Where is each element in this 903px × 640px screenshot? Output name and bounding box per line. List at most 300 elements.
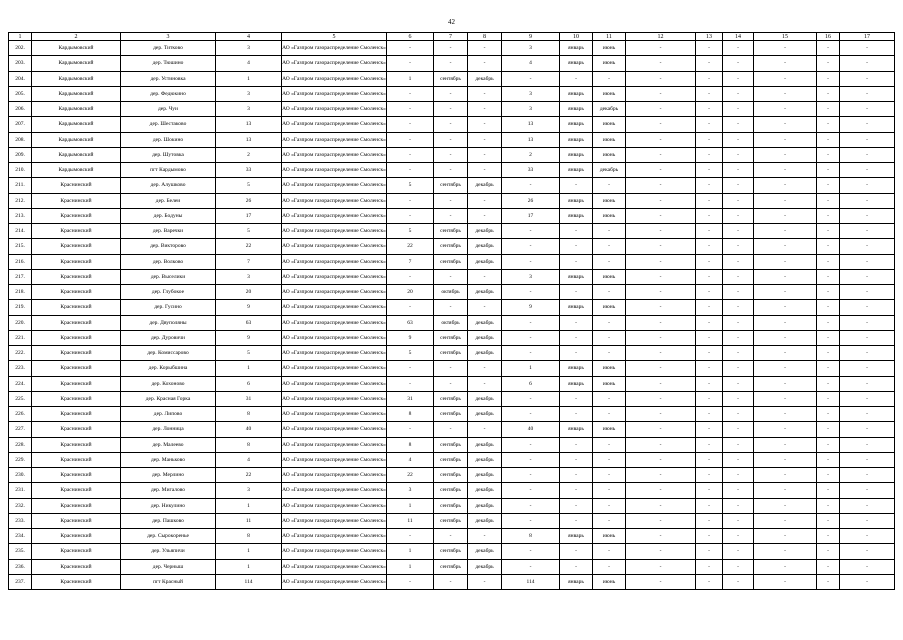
table-cell: дер. Тюшино	[121, 56, 216, 71]
table-cell: -	[593, 544, 626, 559]
table-cell: -	[626, 269, 696, 284]
table-cell: 1	[216, 71, 282, 86]
table-cell: 202.	[9, 41, 32, 56]
table-row	[9, 529, 895, 544]
table-cell: -	[817, 56, 840, 71]
table-cell: 208.	[9, 132, 32, 147]
table-cell: -	[840, 422, 895, 437]
table-cell: -	[560, 437, 593, 452]
column-number-4: 4	[216, 33, 282, 41]
table-cell: дер. Белеи	[121, 193, 216, 208]
table-cell: АО «Газпром газораспределение Смоленск»	[282, 86, 387, 101]
table-cell: -	[696, 102, 723, 117]
table-row	[9, 239, 895, 254]
table-cell: дер. Гусино	[121, 300, 216, 315]
table-cell: -	[817, 132, 840, 147]
table-cell: -	[723, 407, 754, 422]
table-cell: -	[502, 391, 560, 406]
table-cell: АО «Газпром газораспределение Смоленск»	[282, 285, 387, 300]
table-cell: АО «Газпром газораспределение Смоленск»	[282, 407, 387, 422]
table-cell: сентябрь	[434, 391, 468, 406]
table-cell: январь	[560, 422, 593, 437]
table-cell: Кардымовский	[32, 163, 121, 178]
table-cell: дер. Черныш	[121, 559, 216, 574]
table-cell: январь	[560, 376, 593, 391]
table-cell: 1	[216, 498, 282, 513]
table-cell: 13	[216, 117, 282, 132]
table-cell: дер. Мигалово	[121, 483, 216, 498]
table-cell: -	[840, 544, 895, 559]
table-cell: АО «Газпром газораспределение Смоленск»	[282, 559, 387, 574]
table-row	[9, 330, 895, 345]
table-cell: АО «Газпром газораспределение Смоленск»	[282, 117, 387, 132]
table-cell: АО «Газпром газораспределение Смоленск»	[282, 254, 387, 269]
table-cell: -	[840, 574, 895, 589]
table-cell: -	[754, 376, 817, 391]
table-cell: пгт Кардымово	[121, 163, 216, 178]
table-cell: -	[626, 117, 696, 132]
table-cell: Краснинский	[32, 391, 121, 406]
table-cell: Краснинский	[32, 544, 121, 559]
table-cell: 26	[502, 193, 560, 208]
table-cell: -	[502, 315, 560, 330]
table-cell: 2	[502, 147, 560, 162]
table-cell: -	[626, 147, 696, 162]
table-cell: -	[840, 102, 895, 117]
table-cell: июнь	[593, 269, 626, 284]
table-cell: сентябрь	[434, 544, 468, 559]
table-cell: 232.	[9, 498, 32, 513]
table-cell: -	[387, 41, 434, 56]
table-cell: декабрь	[468, 544, 502, 559]
table-cell: -	[468, 132, 502, 147]
table-cell: 222.	[9, 346, 32, 361]
table-cell: дер. Волково	[121, 254, 216, 269]
table-cell: -	[696, 239, 723, 254]
table-cell: 11	[216, 513, 282, 528]
column-number-12: 12	[626, 33, 696, 41]
table-cell: -	[468, 269, 502, 284]
table-cell: -	[754, 254, 817, 269]
table-cell: -	[560, 254, 593, 269]
table-cell: 31	[216, 391, 282, 406]
table-cell: -	[817, 361, 840, 376]
table-cell: 225.	[9, 391, 32, 406]
table-cell: дер. Варечки	[121, 224, 216, 239]
table-cell: -	[626, 102, 696, 117]
table-row	[9, 498, 895, 513]
table-row	[9, 483, 895, 498]
table-cell: сентябрь	[434, 71, 468, 86]
table-cell: -	[560, 285, 593, 300]
table-cell: 1	[387, 71, 434, 86]
table-cell: -	[817, 41, 840, 56]
table-cell: декабрь	[468, 407, 502, 422]
table-cell: АО «Газпром газораспределение Смоленск»	[282, 71, 387, 86]
table-cell: -	[817, 285, 840, 300]
column-number-10: 10	[560, 33, 593, 41]
table-cell: 9	[216, 300, 282, 315]
table-cell: -	[434, 269, 468, 284]
table-cell: 5	[387, 346, 434, 361]
column-number-11: 11	[593, 33, 626, 41]
table-cell: январь	[560, 102, 593, 117]
table-cell: -	[840, 224, 895, 239]
table-cell: -	[840, 452, 895, 467]
table-cell: -	[434, 376, 468, 391]
table-row	[9, 544, 895, 559]
table-cell: дер. Малеево	[121, 437, 216, 452]
table-cell: -	[817, 86, 840, 101]
table-cell: июнь	[593, 117, 626, 132]
table-cell: сентябрь	[434, 483, 468, 498]
table-row	[9, 437, 895, 452]
table-cell: АО «Газпром газораспределение Смоленск»	[282, 468, 387, 483]
table-cell: декабрь	[468, 330, 502, 345]
table-cell: -	[696, 574, 723, 589]
table-cell: 214.	[9, 224, 32, 239]
table-cell: Краснинский	[32, 208, 121, 223]
table-cell: январь	[560, 86, 593, 101]
table-cell: 9	[387, 330, 434, 345]
table-cell: декабрь	[468, 315, 502, 330]
table-cell: -	[840, 315, 895, 330]
table-cell: -	[723, 498, 754, 513]
table-cell: -	[468, 56, 502, 71]
table-cell: -	[560, 315, 593, 330]
table-row	[9, 86, 895, 101]
table-cell: 4	[216, 452, 282, 467]
table-cell: -	[840, 330, 895, 345]
table-cell: 1	[502, 361, 560, 376]
table-cell: 8	[216, 437, 282, 452]
table-cell: -	[560, 452, 593, 467]
table-cell: 22	[387, 468, 434, 483]
table-cell: 4	[387, 452, 434, 467]
table-cell: АО «Газпром газораспределение Смоленск»	[282, 330, 387, 345]
table-cell: 3	[216, 269, 282, 284]
table-cell: -	[723, 178, 754, 193]
table-cell: 228.	[9, 437, 32, 452]
table-cell: 206.	[9, 102, 32, 117]
table-cell: -	[387, 422, 434, 437]
table-cell: -	[754, 529, 817, 544]
table-cell: -	[502, 407, 560, 422]
table-cell: -	[593, 224, 626, 239]
table-cell: 236.	[9, 559, 32, 574]
table-cell: -	[840, 193, 895, 208]
table-cell: -	[840, 346, 895, 361]
table-cell: сентябрь	[434, 346, 468, 361]
table-cell: 1	[216, 361, 282, 376]
table-cell: дер. Дуровичи	[121, 330, 216, 345]
table-cell: -	[754, 468, 817, 483]
table-cell: -	[840, 208, 895, 223]
table-cell: -	[560, 239, 593, 254]
table-cell: 217.	[9, 269, 32, 284]
table-row	[9, 346, 895, 361]
table-cell: -	[817, 498, 840, 513]
table-cell: 3	[502, 102, 560, 117]
table-cell: -	[560, 71, 593, 86]
table-cell: Кардымовский	[32, 147, 121, 162]
table-cell: -	[468, 300, 502, 315]
table-cell: 3	[502, 86, 560, 101]
table-cell: сентябрь	[434, 224, 468, 239]
table-cell: -	[387, 361, 434, 376]
table-cell: -	[723, 452, 754, 467]
table-cell: -	[840, 117, 895, 132]
table-cell: июнь	[593, 56, 626, 71]
table-cell: -	[434, 117, 468, 132]
table-row	[9, 513, 895, 528]
table-cell: -	[560, 178, 593, 193]
table-cell: Краснинский	[32, 224, 121, 239]
table-cell: -	[560, 224, 593, 239]
table-cell: январь	[560, 147, 593, 162]
table-cell: 17	[216, 208, 282, 223]
table-cell: -	[626, 224, 696, 239]
table-cell: -	[817, 300, 840, 315]
table-cell: -	[754, 315, 817, 330]
table-cell: -	[696, 483, 723, 498]
table-cell: -	[817, 483, 840, 498]
table-row	[9, 163, 895, 178]
table-cell: -	[593, 452, 626, 467]
table-cell: дер. Чуи	[121, 102, 216, 117]
table-cell: -	[723, 254, 754, 269]
table-cell: -	[468, 361, 502, 376]
table-cell: январь	[560, 193, 593, 208]
table-cell: -	[723, 269, 754, 284]
table-cell: АО «Газпром газораспределение Смоленск»	[282, 346, 387, 361]
table-cell: АО «Газпром газораспределение Смоленск»	[282, 498, 387, 513]
table-cell: 40	[216, 422, 282, 437]
table-row	[9, 178, 895, 193]
table-cell: -	[387, 376, 434, 391]
table-cell: -	[723, 224, 754, 239]
table-cell: -	[840, 254, 895, 269]
table-cell: 3	[216, 86, 282, 101]
table-cell: -	[593, 239, 626, 254]
table-row	[9, 71, 895, 86]
table-cell: -	[817, 224, 840, 239]
table-cell: -	[723, 346, 754, 361]
table-cell: -	[626, 330, 696, 345]
table-cell: 207.	[9, 117, 32, 132]
table-cell: 216.	[9, 254, 32, 269]
table-cell: -	[840, 513, 895, 528]
table-cell: -	[840, 407, 895, 422]
table-cell: -	[626, 208, 696, 223]
table-cell: 40	[502, 422, 560, 437]
table-cell: -	[754, 452, 817, 467]
table-cell: -	[723, 559, 754, 574]
table-cell: -	[626, 285, 696, 300]
table-cell: -	[387, 269, 434, 284]
table-cell: -	[696, 41, 723, 56]
table-cell: дер. Титково	[121, 41, 216, 56]
table-cell: Кардымовский	[32, 41, 121, 56]
table-cell: -	[817, 346, 840, 361]
table-cell: 114	[216, 574, 282, 589]
table-cell: 31	[387, 391, 434, 406]
table-cell: июнь	[593, 361, 626, 376]
table-cell: -	[754, 102, 817, 117]
table-cell: -	[817, 254, 840, 269]
table-cell: АО «Газпром газораспределение Смоленск»	[282, 163, 387, 178]
table-cell: -	[626, 254, 696, 269]
table-cell: -	[626, 56, 696, 71]
table-cell: Краснинский	[32, 178, 121, 193]
table-cell: Краснинский	[32, 300, 121, 315]
table-cell: -	[560, 346, 593, 361]
table-cell: -	[754, 208, 817, 223]
table-cell: -	[723, 193, 754, 208]
table-cell: 3	[502, 41, 560, 56]
table-cell: -	[817, 269, 840, 284]
table-cell: -	[502, 559, 560, 574]
table-cell: -	[593, 71, 626, 86]
table-cell: -	[754, 513, 817, 528]
table-cell: АО «Газпром газораспределение Смоленск»	[282, 300, 387, 315]
table-cell: -	[626, 346, 696, 361]
table-cell: -	[626, 544, 696, 559]
table-cell: дер. Сырокоренье	[121, 529, 216, 544]
table-cell: Краснинский	[32, 452, 121, 467]
table-cell: АО «Газпром газораспределение Смоленск»	[282, 452, 387, 467]
table-cell: -	[560, 498, 593, 513]
table-cell: -	[696, 544, 723, 559]
table-cell: 22	[387, 239, 434, 254]
table-cell: 235.	[9, 544, 32, 559]
table-cell: -	[696, 422, 723, 437]
table-cell: Краснинский	[32, 498, 121, 513]
table-cell: -	[754, 407, 817, 422]
table-cell: -	[593, 391, 626, 406]
table-cell: -	[754, 86, 817, 101]
table-cell: -	[626, 452, 696, 467]
table-cell: -	[817, 239, 840, 254]
table-cell: -	[502, 285, 560, 300]
table-cell: -	[593, 407, 626, 422]
table-cell: -	[754, 269, 817, 284]
table-cell: -	[723, 513, 754, 528]
table-cell: июнь	[593, 86, 626, 101]
table-cell: -	[840, 468, 895, 483]
table-cell: -	[626, 498, 696, 513]
table-cell: -	[723, 376, 754, 391]
table-cell: дер. Устиновка	[121, 71, 216, 86]
table-cell: декабрь	[468, 346, 502, 361]
table-cell: январь	[560, 132, 593, 147]
table-cell: АО «Газпром газораспределение Смоленск»	[282, 56, 387, 71]
table-cell: 9	[216, 330, 282, 345]
table-cell: -	[626, 300, 696, 315]
table-cell: Кардымовский	[32, 56, 121, 71]
table-cell: 223.	[9, 361, 32, 376]
table-cell: -	[560, 391, 593, 406]
table-row	[9, 574, 895, 589]
table-cell: -	[840, 163, 895, 178]
table-cell: 6	[216, 376, 282, 391]
table-cell: -	[817, 391, 840, 406]
table-cell: -	[696, 513, 723, 528]
table-cell: 22	[216, 468, 282, 483]
table-cell: 22	[216, 239, 282, 254]
table-cell: 210.	[9, 163, 32, 178]
table-cell: -	[817, 102, 840, 117]
table-cell: 231.	[9, 483, 32, 498]
table-cell: -	[593, 178, 626, 193]
table-cell: январь	[560, 300, 593, 315]
table-cell: -	[502, 224, 560, 239]
table-cell: -	[754, 163, 817, 178]
table-cell: 209.	[9, 147, 32, 162]
table-cell: Краснинский	[32, 483, 121, 498]
table-cell: -	[434, 193, 468, 208]
table-cell: -	[754, 498, 817, 513]
table-cell: -	[434, 102, 468, 117]
table-cell: -	[468, 117, 502, 132]
table-cell: -	[626, 407, 696, 422]
table-cell: декабрь	[468, 483, 502, 498]
table-cell: АО «Газпром газораспределение Смоленск»	[282, 315, 387, 330]
table-cell: -	[434, 163, 468, 178]
table-cell: 63	[216, 315, 282, 330]
table-cell: -	[696, 361, 723, 376]
table-cell: июнь	[593, 300, 626, 315]
table-cell: -	[696, 315, 723, 330]
table-cell: -	[754, 361, 817, 376]
table-cell: 5	[216, 178, 282, 193]
table-cell: -	[502, 544, 560, 559]
table-cell: июнь	[593, 193, 626, 208]
table-cell: Краснинский	[32, 193, 121, 208]
table-cell: -	[840, 559, 895, 574]
table-cell: -	[626, 513, 696, 528]
table-cell: -	[840, 285, 895, 300]
table-row	[9, 376, 895, 391]
table-cell: -	[696, 391, 723, 406]
table-row	[9, 361, 895, 376]
table-cell: -	[593, 330, 626, 345]
table-cell: АО «Газпром газораспределение Смоленск»	[282, 361, 387, 376]
table-cell: дер. Лонница	[121, 422, 216, 437]
table-cell: -	[723, 117, 754, 132]
column-number-15: 15	[754, 33, 817, 41]
table-cell: 20	[216, 285, 282, 300]
table-cell: -	[840, 300, 895, 315]
table-cell: -	[387, 86, 434, 101]
table-cell: -	[817, 437, 840, 452]
table-cell: -	[723, 285, 754, 300]
table-cell: 219.	[9, 300, 32, 315]
table-cell: -	[593, 285, 626, 300]
table-cell: -	[626, 483, 696, 498]
table-cell: дер. Глубокое	[121, 285, 216, 300]
table-cell: -	[754, 132, 817, 147]
table-cell: -	[387, 117, 434, 132]
table-cell: сентябрь	[434, 254, 468, 269]
table-cell: 11	[387, 513, 434, 528]
table-cell: -	[754, 483, 817, 498]
table-cell: АО «Газпром газораспределение Смоленск»	[282, 239, 387, 254]
table-cell: -	[560, 330, 593, 345]
table-cell: -	[560, 468, 593, 483]
table-cell: -	[817, 513, 840, 528]
table-cell: декабрь	[593, 102, 626, 117]
